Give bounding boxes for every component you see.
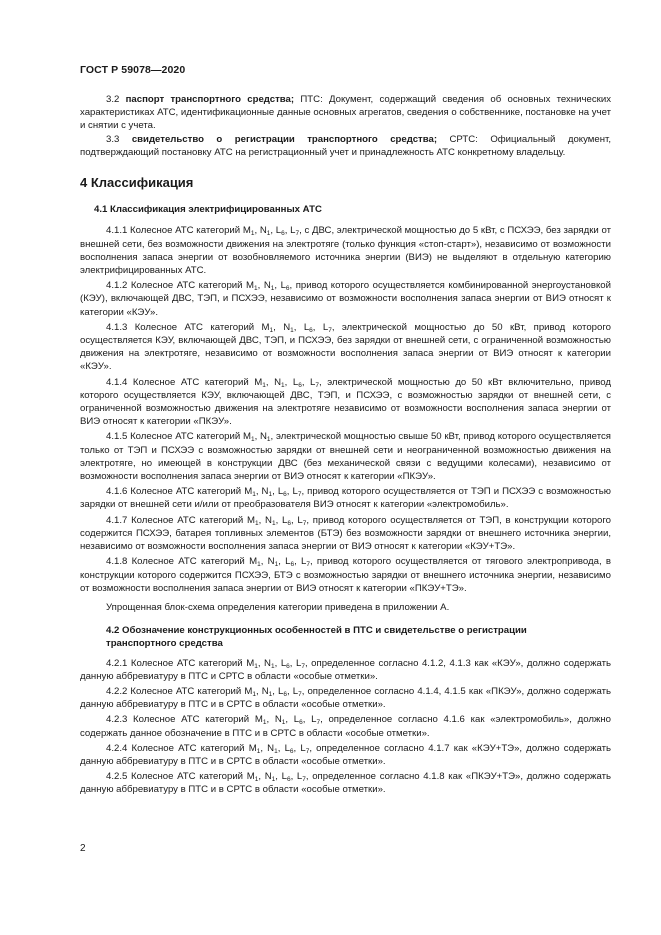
category-list: $M_1$, $N_1$, $L_6$, $L_7$	[246, 657, 305, 670]
category-list: $M_1$, $N_1$, $L_6$, $L_7$	[244, 486, 302, 499]
category-index: 1	[250, 436, 255, 444]
category-code: $N_1$	[261, 486, 273, 499]
category-code: $M_1$	[246, 771, 259, 784]
category-list: $M_1$, $N_1$, $L_6$, $L_7$	[254, 714, 321, 727]
category-index: 6	[299, 719, 303, 727]
category-index: 1	[254, 662, 258, 670]
category-code: $L_6$	[303, 321, 313, 334]
category-index: 7	[298, 690, 302, 698]
category-code: $N_1$	[265, 514, 276, 527]
category-code: $L_7$	[300, 742, 310, 755]
category-code: $M_1$	[247, 514, 259, 527]
category-code: $M_1$	[254, 376, 266, 389]
category-code: $N_1$	[264, 771, 276, 784]
paragraph-4-1-4: 4.1.4 Колесное АТС категорий $M_1$, $N_1$, $L_6$, $L_7$, электрической мощностью до 50 кВт включительно, привод которого осуществляется КЭУ, включающей ДВС, ТЭП, и ПСХЭЭ, с возможностью зарядки от внешней сети, с ограниченной возможностью движения на электротяге независимо от возможности восполнения запаса энергии от ВИЭ относят к категории «ПКЭУ».	[80, 376, 611, 428]
category-index: 1	[266, 436, 271, 444]
category-index: 1	[270, 662, 275, 670]
category-index: 7	[315, 381, 320, 389]
category-code: $M_1$	[246, 280, 258, 293]
category-code: $M_1$	[246, 657, 258, 670]
category-index: 1	[281, 381, 285, 389]
category-index: 1	[274, 747, 278, 755]
category-code: $L_6$	[275, 225, 285, 238]
category-code: $N_1$	[261, 685, 273, 698]
category-code: $L_7$	[310, 376, 320, 389]
category-code: $L_6$	[277, 486, 287, 499]
category-index: 7	[297, 491, 302, 499]
category-code: $N_1$	[274, 376, 285, 389]
category-index: 6	[281, 230, 285, 238]
term-name: свидетельство о регистрации транспортного средства;	[131, 133, 438, 145]
category-list: $M_1$, $N_1$, $L_6$, $L_7$	[249, 556, 310, 569]
term-3-3: 3.3 свидетельство о регистрации транспортного средства; СРТС: Официальный документ, подтверждающий постановку АТС на регистрационный учет и принадлежность АТС конкретному владельцу.	[80, 133, 611, 158]
category-code: $L_7$	[292, 486, 302, 499]
paragraph-4-1-3: 4.1.3 Колесное АТС категорий $M_1$, $N_1$, $L_6$, $L_7$, электрической мощностью до 50 кВт, привод которого осуществляется КЭУ, включающей ДВС, ТЭП, и ПСХЭЭ, без зарядки от внешней сети, с ограниченной возможностью движения на электротяге, независимо от возможности восполнения запаса энергии от ВИЭ относят к категории «КЭУ».	[80, 321, 611, 373]
category-list: $M_1$, $N_1$, $L_6$, $L_7$	[242, 225, 300, 238]
category-code: $L_6$	[293, 714, 303, 727]
category-index: 6	[283, 491, 287, 499]
category-code: $L_6$	[282, 514, 291, 527]
category-code: $N_1$	[267, 742, 278, 755]
category-index: 7	[305, 747, 310, 755]
category-code: $L_7$	[296, 771, 306, 784]
category-code: $N_1$	[259, 225, 271, 238]
category-index: 6	[290, 561, 295, 569]
category-code: $L_6$	[284, 742, 294, 755]
category-index: 1	[270, 285, 275, 293]
category-list: $M_1$, $N_1$, $L_6$, $L_7$	[244, 685, 302, 698]
subsection-heading: 4.2 Обозначение конструкционных особенностей в ПТС и свидетельстве о регистрации	[106, 625, 527, 637]
category-index: 6	[287, 519, 291, 527]
category-index: 1	[254, 285, 258, 293]
category-code: $M_1$	[261, 321, 274, 334]
paragraph-4-1-8: 4.1.8 Колесное АТС категорий $M_1$, $N_1$, $L_6$, $L_7$, привод которого осуществляется от тягового электропривода, в конструкции которого содержится ПСХЭЭ, БТЭ с возможностью зарядки от внешнего источника энергии, независимо от возможности восполнения запаса энергии от ВИЭ относят к категории «ПКЭУ+ТЭ».	[80, 556, 611, 594]
category-code: $L_6$	[278, 685, 287, 698]
category-index: 7	[316, 719, 321, 727]
category-code: $N_1$	[259, 431, 271, 444]
category-index: 1	[262, 719, 267, 727]
category-index: 7	[301, 662, 305, 670]
standard-header: ГОСТ Р 59078—2020	[80, 64, 186, 76]
subsection-heading: 4.1 Классификация электрифицированных АТС	[94, 204, 322, 216]
category-code: $N_1$	[264, 657, 275, 670]
category-list: $M_1$, $N_1$, $L_6$, $L_7$	[246, 771, 306, 784]
category-code: $L_7$	[290, 225, 300, 238]
category-code: $L_6$	[280, 657, 290, 670]
note-paragraph: Упрощенная блок-схема определения категории приведена в приложении А.	[106, 601, 450, 613]
category-index: 6	[298, 381, 302, 389]
category-code: $L_7$	[301, 556, 310, 569]
category-list: $M_1$, $N_1$, $L_6$, $L_7$	[254, 376, 320, 389]
category-index: 1	[252, 690, 256, 698]
category-code: $L_7$	[322, 321, 332, 334]
category-code: $M_1$	[254, 714, 267, 727]
category-list: $M_1$, $N_1$, $L_6$, $L_7$	[247, 514, 307, 527]
category-code: $M_1$	[242, 225, 255, 238]
paragraph-4-2-2: 4.2.2 Колесное АТС категорий $M_1$, $N_1$, $L_6$, $L_7$, определенное согласно 4.1.4, 4.1.5 как «ПКЭУ», должно содержать данную аббревиатуру в ПТС и в СРТС в области «особые отметки».	[80, 685, 611, 711]
category-index: 7	[295, 230, 300, 238]
paragraph-4-2-4: 4.2.4 Колесное АТС категорий $M_1$, $N_1$, $L_6$, $L_7$, определенное согласно 4.1.7 как «КЭУ+ТЭ», должно содержать данную аббревиатуру в ПТС и в СРТС в области «особые отметки».	[80, 742, 612, 767]
category-index: 1	[255, 519, 259, 527]
category-index: 1	[271, 519, 276, 527]
category-code: $M_1$	[248, 742, 261, 755]
category-index: 1	[250, 230, 255, 238]
category-index: 6	[283, 690, 287, 698]
term-3-2: 3.2 паспорт транспортного средства; ПТС: Документ, содержащий сведения об основных технических характеристиках АТС, идентификационные данные основных агрегатов, сведения о собственнике, постановке на учет и снятии с учета.	[80, 94, 611, 132]
category-index: 1	[281, 719, 286, 727]
category-code: $L_7$	[292, 685, 302, 698]
category-index: 7	[302, 519, 307, 527]
category-code: $L_7$	[296, 657, 305, 670]
category-index: 1	[257, 561, 261, 569]
category-index: 1	[252, 491, 256, 499]
category-index: 7	[302, 776, 306, 784]
paragraph-4-1-2: 4.1.2 Колесное АТС категорий $M_1$, $N_1$, $L_6$, привод которого осуществляется комбинированной энергоустановкой (КЭУ), включающей ДВС, ТЭП, и ПСХЭЭ, независимо от возможности восполнения запаса энергии от ВИЭ относят к категории «КЭУ».	[80, 280, 611, 318]
paragraph-4-2-5: 4.2.5 Колесное АТС категорий $M_1$, $N_1$, $L_6$, $L_7$, определенное согласно 4.1.8 как «ПКЭУ+ТЭ», должно содержать данную аббревиатуру в ПТС и в СРТС в области «особые отметки».	[80, 771, 611, 796]
page-number: 2	[80, 843, 86, 854]
paragraph-4-2-1: 4.2.1 Колесное АТС категорий $M_1$, $N_1$, $L_6$, $L_7$, определенное согласно 4.1.2, 4.1.3 как «КЭУ», должно содержать данную аббревиатуру в ПТС и СРТС в области «особые отметки».	[80, 657, 612, 682]
category-index: 7	[328, 326, 332, 334]
section-heading: 4 Классификация	[80, 175, 194, 191]
category-code: $L_6$	[280, 280, 290, 293]
category-index: 6	[286, 776, 291, 784]
page-content	[80, 93, 611, 797]
paragraph-4-1-5: 4.1.5 Колесное АТС категорий $M_1$, $N_1$, электрической мощностью свыше 50 кВт, привод которого осуществляется только от ТЭП и ПСХЭЭ с возможностью зарядки от внешней сети и неограниченной возможностью движения на электротяге, но имеющей в конструкции ДВС (без механической связи с ведущими колесами), независимо от возможности восполнения запаса энергии от ВИЭ относят к категории «ПКЭУ».	[80, 431, 611, 483]
paragraph-4-1-7: 4.1.7 Колесное АТС категорий $M_1$, $N_1$, $L_6$, $L_7$, привод которого осуществляется от ТЭП, в конструкции которого содержится ПСХЭЭ, батарея топливных элементов (БТЭ) без возможности зарядки от внешнего источника энергии, независимо от возможности восполнения запаса энергии от ВИЭ относят к категории «КЭУ+ТЭ».	[80, 514, 611, 553]
paragraph-4-2-3: 4.2.3 Колесное АТС категорий $M_1$, $N_1$, $L_6$, $L_7$, определенное согласно 4.1.6 как «электромобиль», должно содержать данное обозначение в ПТС и в СРТС в области «особые отметки».	[80, 714, 611, 739]
category-code: $N_1$	[274, 714, 286, 727]
category-index: 1	[268, 690, 273, 698]
category-index: 1	[274, 561, 279, 569]
category-index: 1	[290, 326, 294, 334]
category-code: $N_1$	[263, 280, 275, 293]
category-index: 1	[271, 776, 276, 784]
category-index: 7	[306, 561, 310, 569]
category-list: $M_1$, $N_1$, $L_6$	[246, 280, 290, 293]
category-code: $N_1$	[267, 556, 279, 569]
category-code: $M_1$	[249, 556, 261, 569]
category-index: 1	[269, 326, 274, 334]
category-index: 6	[309, 326, 313, 334]
category-index: 1	[266, 230, 271, 238]
category-index: 1	[268, 491, 273, 499]
category-code: $M_1$	[242, 431, 255, 444]
category-code: $N_1$	[283, 321, 294, 334]
category-list: $M_1$, $N_1$, $L_6$, $L_7$	[261, 321, 332, 334]
term-name: паспорт транспортного средства;	[125, 94, 295, 105]
category-index: 1	[254, 776, 259, 784]
subsection-heading-cont: транспортного средства	[106, 638, 223, 650]
category-index: 1	[256, 747, 261, 755]
category-code: $L_7$	[297, 514, 307, 527]
category-index: 6	[286, 662, 290, 670]
category-code: $L_6$	[285, 556, 295, 569]
paragraph-4-1-1: 4.1.1 Колесное АТС категорий $M_1$, $N_1$, $L_6$, $L_7$, с ДВС, электрической мощностью до 5 кВт, с ПСХЭЭ, без зарядки от внешней сети, без возможности движения на электротяге (только функция «стоп-старт»), независимо от возможности восполнения запаса энергии от возобновляемого источника энергии (ВИЭ) не выделяют в отдельную категорию электрифицированных АТС.	[80, 225, 611, 277]
category-index: 6	[289, 747, 294, 755]
category-index: 1	[262, 381, 266, 389]
category-code: $L_6$	[292, 376, 302, 389]
category-code: $L_7$	[311, 714, 321, 727]
category-list: $M_1$, $N_1$	[242, 431, 271, 444]
category-list: $M_1$, $N_1$, $L_6$, $L_7$	[248, 742, 310, 755]
category-code: $M_1$	[244, 486, 256, 499]
category-code: $M_1$	[244, 685, 256, 698]
category-index: 6	[285, 285, 290, 293]
paragraph-4-1-6: 4.1.6 Колесное АТС категорий $M_1$, $N_1$, $L_6$, $L_7$, привод которого осуществляется от ТЭП и ПСХЭЭ с возможностью зарядки от внешней сети и/или от преобразователя ВИЭ относят к категории «электромобиль».	[80, 486, 611, 511]
category-code: $L_6$	[281, 771, 291, 784]
